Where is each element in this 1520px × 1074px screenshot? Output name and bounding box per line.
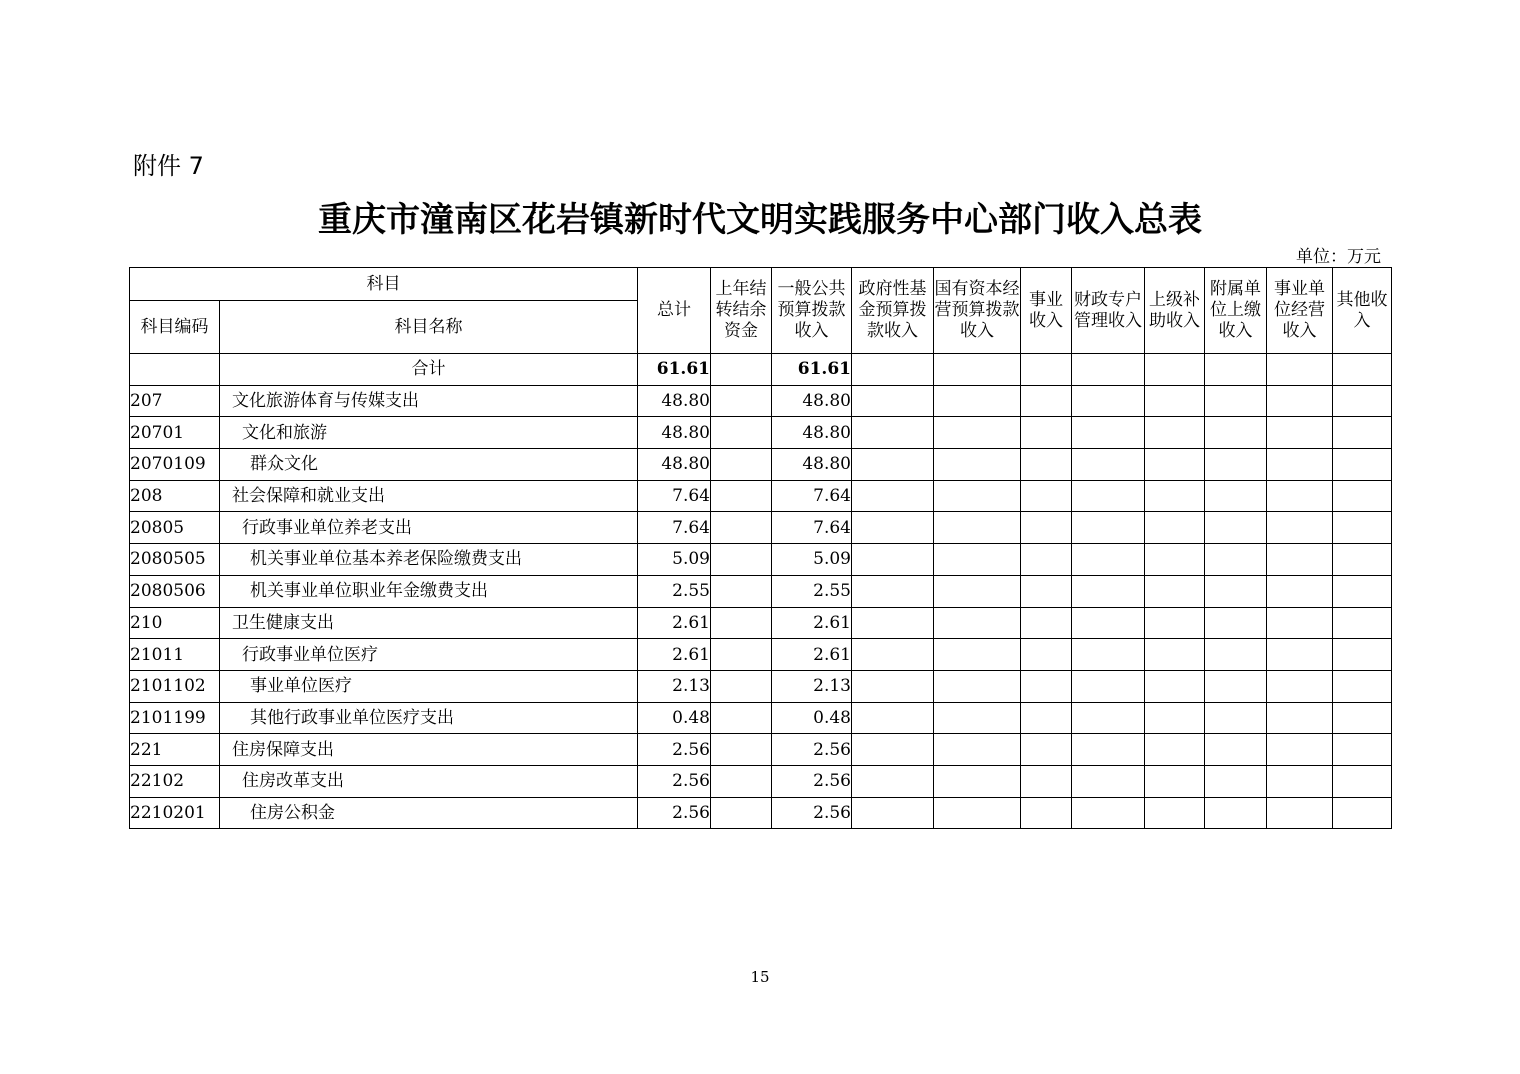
empty-cell xyxy=(1145,417,1205,449)
empty-cell xyxy=(1205,734,1267,766)
empty-cell xyxy=(711,417,772,449)
empty-cell xyxy=(1333,734,1392,766)
row-name: 其他行政事业单位医疗支出 xyxy=(220,702,638,734)
empty-cell xyxy=(934,639,1021,671)
empty-cell xyxy=(1072,354,1145,386)
empty-cell xyxy=(1205,354,1267,386)
row-total: 5.09 xyxy=(638,544,711,576)
empty-cell xyxy=(1205,702,1267,734)
row-total: 7.64 xyxy=(638,512,711,544)
empty-cell xyxy=(1021,734,1072,766)
row-general-budget: 7.64 xyxy=(772,512,852,544)
empty-cell xyxy=(1267,354,1333,386)
row-code: 2080505 xyxy=(130,544,220,576)
empty-cell xyxy=(1205,639,1267,671)
row-name: 社会保障和就业支出 xyxy=(220,480,638,512)
empty-cell xyxy=(711,670,772,702)
row-code: 207 xyxy=(130,385,220,417)
empty-cell xyxy=(934,765,1021,797)
empty-cell xyxy=(852,797,934,829)
empty-cell xyxy=(852,607,934,639)
table-row xyxy=(130,417,1392,449)
row-general-budget: 2.13 xyxy=(772,670,852,702)
empty-cell xyxy=(1072,449,1145,481)
empty-cell xyxy=(934,702,1021,734)
empty-cell xyxy=(1072,702,1145,734)
row-total: 2.56 xyxy=(638,734,711,766)
empty-cell xyxy=(1145,449,1205,481)
row-name: 文化旅游体育与传媒支出 xyxy=(220,385,638,417)
row-name: 住房改革支出 xyxy=(220,765,638,797)
empty-cell xyxy=(1072,417,1145,449)
empty-cell xyxy=(1021,449,1072,481)
empty-cell xyxy=(1072,575,1145,607)
row-code: 22102 xyxy=(130,765,220,797)
empty-cell xyxy=(1145,512,1205,544)
empty-cell xyxy=(711,607,772,639)
empty-cell xyxy=(852,544,934,576)
empty-cell xyxy=(852,512,934,544)
empty-cell xyxy=(1333,385,1392,417)
table-row xyxy=(130,575,1392,607)
empty-cell xyxy=(934,544,1021,576)
header-state-capital: 国有资本经营预算拨款收入 xyxy=(934,268,1021,354)
attachment-label: 附件 7 xyxy=(133,152,204,180)
empty-cell xyxy=(1267,449,1333,481)
empty-cell xyxy=(1145,607,1205,639)
empty-cell xyxy=(711,765,772,797)
empty-cell xyxy=(934,607,1021,639)
row-general-budget: 48.80 xyxy=(772,385,852,417)
empty-cell xyxy=(1267,765,1333,797)
unit-label: 单位：万元 xyxy=(1296,247,1381,267)
empty-cell xyxy=(711,575,772,607)
empty-cell xyxy=(711,544,772,576)
table-row-total xyxy=(130,354,1392,386)
table-row xyxy=(130,639,1392,671)
empty-cell xyxy=(1333,512,1392,544)
row-code: 21011 xyxy=(130,639,220,671)
row-general-budget: 0.48 xyxy=(772,702,852,734)
row-code: 2210201 xyxy=(130,797,220,829)
row-total: 48.80 xyxy=(638,449,711,481)
empty-cell xyxy=(1205,670,1267,702)
empty-cell xyxy=(1333,480,1392,512)
header-name: 科目名称 xyxy=(220,301,638,354)
empty-cell xyxy=(1333,417,1392,449)
empty-cell xyxy=(1205,480,1267,512)
empty-cell xyxy=(1021,670,1072,702)
empty-cell xyxy=(1205,544,1267,576)
row-name: 群众文化 xyxy=(220,449,638,481)
row-total: 2.61 xyxy=(638,607,711,639)
table-row xyxy=(130,607,1392,639)
empty-cell xyxy=(1021,575,1072,607)
empty-cell xyxy=(1072,765,1145,797)
empty-cell xyxy=(852,354,934,386)
empty-cell xyxy=(1205,512,1267,544)
empty-cell xyxy=(1145,734,1205,766)
header-code: 科目编码 xyxy=(130,301,220,354)
table-row xyxy=(130,670,1392,702)
income-summary-table xyxy=(129,267,1392,829)
empty-cell xyxy=(1267,607,1333,639)
empty-cell xyxy=(1205,797,1267,829)
header-carryover: 上年结转结余资金 xyxy=(711,268,772,354)
empty-cell xyxy=(711,512,772,544)
row-general-budget: 2.61 xyxy=(772,607,852,639)
empty-cell xyxy=(1205,575,1267,607)
empty-cell xyxy=(852,702,934,734)
table-row xyxy=(130,734,1392,766)
row-total: 2.55 xyxy=(638,575,711,607)
header-gov-fund: 政府性基金预算拨款收入 xyxy=(852,268,934,354)
table-row xyxy=(130,449,1392,481)
row-total: 48.80 xyxy=(638,385,711,417)
empty-cell xyxy=(1021,607,1072,639)
empty-cell xyxy=(1333,449,1392,481)
empty-cell xyxy=(1021,639,1072,671)
empty-cell xyxy=(1267,670,1333,702)
row-general-budget: 2.61 xyxy=(772,639,852,671)
row-code: 20805 xyxy=(130,512,220,544)
empty-cell xyxy=(934,354,1021,386)
empty-cell xyxy=(1145,765,1205,797)
row-general-budget: 48.80 xyxy=(772,417,852,449)
empty-cell xyxy=(1145,702,1205,734)
row-total: 7.64 xyxy=(638,480,711,512)
table-row xyxy=(130,480,1392,512)
empty-cell xyxy=(1072,385,1145,417)
header-affiliated-payment: 附属单位上缴收入 xyxy=(1205,268,1267,354)
empty-cell xyxy=(934,417,1021,449)
empty-cell xyxy=(1021,417,1072,449)
empty-cell xyxy=(711,702,772,734)
row-code: 2101102 xyxy=(130,670,220,702)
empty-cell xyxy=(1205,607,1267,639)
row-general-budget: 2.56 xyxy=(772,765,852,797)
empty-cell xyxy=(711,480,772,512)
total-label: 合计 xyxy=(220,354,638,386)
empty-cell xyxy=(1021,480,1072,512)
row-name: 行政事业单位医疗 xyxy=(220,639,638,671)
row-code: 208 xyxy=(130,480,220,512)
row-general-budget: 5.09 xyxy=(772,544,852,576)
empty-cell xyxy=(1267,480,1333,512)
empty-cell xyxy=(711,639,772,671)
empty-cell xyxy=(1021,354,1072,386)
row-code: 221 xyxy=(130,734,220,766)
empty-cell xyxy=(1267,797,1333,829)
row-name: 卫生健康支出 xyxy=(220,607,638,639)
table-row xyxy=(130,765,1392,797)
total-general-budget: 61.61 xyxy=(772,354,852,386)
page-title: 重庆市潼南区花岩镇新时代文明实践服务中心部门收入总表 xyxy=(318,200,1202,240)
empty-cell xyxy=(1145,797,1205,829)
empty-cell xyxy=(1267,575,1333,607)
empty-cell xyxy=(1267,385,1333,417)
empty-cell xyxy=(1205,417,1267,449)
row-general-budget: 2.56 xyxy=(772,734,852,766)
table-row xyxy=(130,797,1392,829)
empty-cell xyxy=(1072,797,1145,829)
empty-cell xyxy=(1267,417,1333,449)
row-total: 2.56 xyxy=(638,765,711,797)
empty-cell xyxy=(934,480,1021,512)
row-code: 210 xyxy=(130,607,220,639)
header-business-income: 事业收入 xyxy=(1021,268,1072,354)
empty-cell xyxy=(852,639,934,671)
empty-cell xyxy=(1072,670,1145,702)
row-name: 住房保障支出 xyxy=(220,734,638,766)
row-total: 2.13 xyxy=(638,670,711,702)
empty-cell xyxy=(934,734,1021,766)
header-superior-subsidy: 上级补助收入 xyxy=(1145,268,1205,354)
empty-cell xyxy=(711,449,772,481)
row-general-budget: 7.64 xyxy=(772,480,852,512)
table-row xyxy=(130,544,1392,576)
empty-cell xyxy=(1145,544,1205,576)
empty-cell xyxy=(711,354,772,386)
empty-cell xyxy=(1205,765,1267,797)
empty-cell xyxy=(1021,512,1072,544)
empty-cell xyxy=(934,670,1021,702)
header-subject: 科目 xyxy=(130,268,638,301)
empty-cell xyxy=(934,512,1021,544)
empty-cell xyxy=(1333,575,1392,607)
empty-cell xyxy=(1021,544,1072,576)
row-general-budget: 48.80 xyxy=(772,449,852,481)
row-name: 文化和旅游 xyxy=(220,417,638,449)
empty-cell xyxy=(852,449,934,481)
empty-cell xyxy=(934,449,1021,481)
empty-cell xyxy=(1145,385,1205,417)
empty-cell xyxy=(1333,670,1392,702)
row-code: 2070109 xyxy=(130,449,220,481)
empty-cell xyxy=(711,797,772,829)
empty-cell xyxy=(852,480,934,512)
row-code: 2101199 xyxy=(130,702,220,734)
empty-cell xyxy=(1072,544,1145,576)
empty-cell xyxy=(852,575,934,607)
row-total: 48.80 xyxy=(638,417,711,449)
page-number: 15 xyxy=(750,968,770,986)
empty-cell xyxy=(1267,734,1333,766)
row-code: 2080506 xyxy=(130,575,220,607)
empty-cell xyxy=(1021,702,1072,734)
empty-cell xyxy=(1205,449,1267,481)
table-row xyxy=(130,512,1392,544)
empty-cell xyxy=(1205,385,1267,417)
empty-cell xyxy=(1145,575,1205,607)
table-row xyxy=(130,385,1392,417)
empty-cell xyxy=(711,734,772,766)
row-total: 0.48 xyxy=(638,702,711,734)
empty-cell xyxy=(1145,670,1205,702)
empty-cell xyxy=(1021,797,1072,829)
empty-cell xyxy=(1145,480,1205,512)
empty-cell xyxy=(1333,544,1392,576)
empty-cell xyxy=(852,734,934,766)
row-general-budget: 2.56 xyxy=(772,797,852,829)
empty-cell xyxy=(1021,765,1072,797)
empty-cell xyxy=(934,385,1021,417)
row-name: 机关事业单位基本养老保险缴费支出 xyxy=(220,544,638,576)
header-fiscal-account: 财政专户管理收入 xyxy=(1072,268,1145,354)
empty-cell xyxy=(1333,607,1392,639)
empty-cell xyxy=(1021,385,1072,417)
empty-cell xyxy=(852,385,934,417)
empty-cell xyxy=(1333,765,1392,797)
row-name: 行政事业单位养老支出 xyxy=(220,512,638,544)
empty-cell xyxy=(1267,544,1333,576)
empty-cell xyxy=(1072,512,1145,544)
empty-cell xyxy=(1072,480,1145,512)
empty-cell xyxy=(1072,734,1145,766)
empty-cell xyxy=(934,575,1021,607)
empty-cell xyxy=(934,797,1021,829)
row-total: 2.61 xyxy=(638,639,711,671)
empty-cell xyxy=(711,385,772,417)
empty-cell xyxy=(1145,639,1205,671)
row-code: 20701 xyxy=(130,417,220,449)
empty-cell xyxy=(1072,639,1145,671)
empty-cell xyxy=(1267,512,1333,544)
empty-cell xyxy=(1333,639,1392,671)
empty-cell xyxy=(852,765,934,797)
empty-cell xyxy=(1267,639,1333,671)
header-other-income: 其他收入 xyxy=(1333,268,1392,354)
empty-cell xyxy=(1333,702,1392,734)
empty-cell xyxy=(852,417,934,449)
header-general-budget: 一般公共预算拨款收入 xyxy=(772,268,852,354)
header-total: 总计 xyxy=(638,268,711,354)
empty-cell xyxy=(1267,702,1333,734)
total-code-cell xyxy=(130,354,220,386)
empty-cell xyxy=(1333,797,1392,829)
row-name: 事业单位医疗 xyxy=(220,670,638,702)
empty-cell xyxy=(1145,354,1205,386)
row-name: 住房公积金 xyxy=(220,797,638,829)
header-business-operation: 事业单位经营收入 xyxy=(1267,268,1333,354)
row-name: 机关事业单位职业年金缴费支出 xyxy=(220,575,638,607)
empty-cell xyxy=(1072,607,1145,639)
row-general-budget: 2.55 xyxy=(772,575,852,607)
row-total: 2.56 xyxy=(638,797,711,829)
empty-cell xyxy=(1333,354,1392,386)
total-total: 61.61 xyxy=(638,354,711,386)
empty-cell xyxy=(852,670,934,702)
table-row xyxy=(130,702,1392,734)
